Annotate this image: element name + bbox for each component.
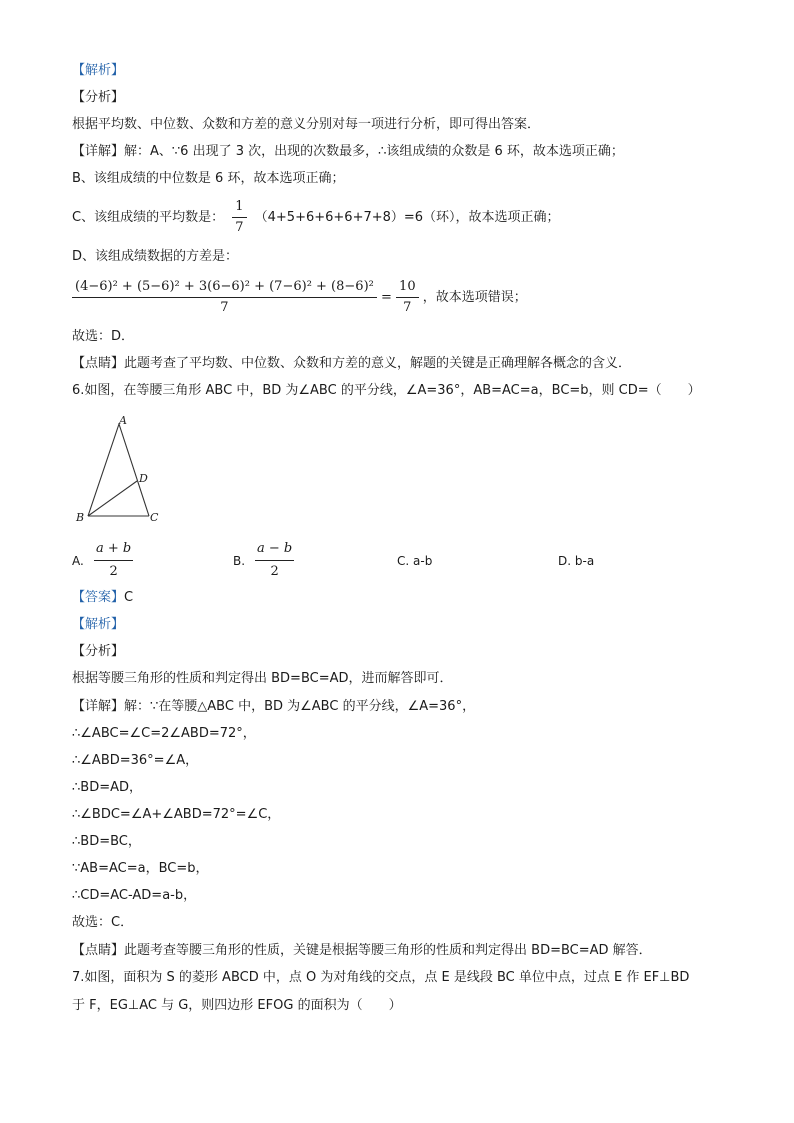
step-3: ∴BD=AD，	[72, 780, 142, 795]
xiangjie-line-2	[72, 697, 475, 717]
option-b-den: 2	[270, 564, 279, 579]
line-c-prefix: C、该组成绩的平均数是：	[72, 210, 225, 225]
answer-tag: 【答案】	[72, 590, 125, 605]
mean-fraction	[232, 198, 246, 237]
segment-bd	[88, 481, 137, 516]
option-a-label: A.	[72, 554, 84, 568]
step-4: ∴∠BDC=∠A+∠ABD=72°=∠C，	[72, 807, 281, 822]
variance-result-den: 7	[403, 300, 412, 315]
q6-question: 6.如图，在等腰三角形 ABC 中，BD 为∠ABC 的平分线，∠A=36°，AB=AC=a，BC=b，则 CD=（ ）	[72, 383, 701, 398]
triangle-figure	[72, 414, 172, 526]
variance-result	[396, 278, 419, 317]
line-c-suffix: （4+5+6+6+6+7+8）=6（环），故本选项正确；	[254, 210, 560, 225]
label-c: C	[150, 511, 159, 524]
jiexi-tag-2: 【解析】	[72, 617, 125, 632]
fenxi-text-2: 根据等腰三角形的性质和判定得出 BD=BC=AD，进而解答即可．	[72, 671, 453, 686]
step-0: 解：∵在等腰△ABC 中，BD 为∠ABC 的平分线，∠A=36°，	[124, 699, 476, 714]
xiangjie-tag-2: 【详解】	[72, 699, 125, 714]
option-d: D. b-a	[558, 554, 595, 568]
variance-suffix: ，故本选项错误；	[422, 290, 527, 305]
side-ac	[119, 424, 149, 516]
side-ab	[88, 424, 119, 516]
variance-formula	[72, 276, 527, 320]
line-b: B、该组成绩的中位数是 6 环，故本选项正确；	[72, 171, 345, 186]
choice-1: 故选：D．	[72, 329, 135, 344]
q7-line2: 于 F，EG⊥AC 与 G，则四边形 EFOG 的面积为（ ）	[72, 998, 402, 1013]
option-a-fraction	[94, 540, 133, 581]
step-6: ∵AB=AC=a，BC=b，	[72, 861, 209, 876]
label-a: A	[119, 414, 127, 427]
xiangjie-tag-1: 【详解】	[72, 144, 125, 159]
q7-line1: 7.如图，面积为 S 的菱形 ABCD 中，点 O 为对角线的交点，点 E 是线段 BC 单位中点，过点 E 作 EF⊥BD	[72, 970, 690, 985]
dianjing-tag-1: 【点睛】	[72, 356, 125, 371]
option-a-num: a + b	[94, 540, 133, 561]
variance-den: 7	[220, 300, 229, 315]
fenxi-tag-1: 【分析】	[72, 90, 125, 105]
option-b-num: a − b	[255, 540, 294, 561]
step-2: ∴∠ABD=36°=∠A，	[72, 753, 199, 768]
option-a-den: 2	[109, 564, 118, 579]
option-b-label: B.	[233, 554, 246, 568]
variance-eq: =	[381, 290, 392, 305]
xiangjie-line-a	[72, 142, 624, 162]
variance-num: (4−6)² + (5−6)² + 3(6−6)² + (7−6)² + (8−6)²	[72, 278, 377, 298]
jiexi-tag-1: 【解析】	[72, 63, 125, 78]
step-1: ∴∠ABC=∠C=2∠ABD=72°，	[72, 726, 256, 741]
option-c: C. a-b	[397, 554, 433, 568]
label-d: D	[139, 472, 148, 485]
step-8: 故选：C．	[72, 915, 134, 930]
variance-result-num: 10	[396, 278, 419, 298]
mean-frac-num: 1	[232, 198, 246, 218]
answer-value: C	[124, 590, 134, 605]
option-b-fraction	[255, 540, 294, 581]
line-c	[72, 198, 560, 236]
label-b: B	[76, 511, 85, 524]
answer-line	[72, 588, 133, 608]
xiangjie-a-text: 解：A、∵6 出现了 3 次，出现的次数最多，∴该组成绩的众数是 6 环，故本选项正确；	[124, 144, 624, 159]
dianjing-text-1: 此题考查了平均数、中位数、众数和方差的意义，解题的关键是正确理解各概念的含义．	[124, 356, 632, 371]
step-5: ∴BD=BC，	[72, 834, 141, 849]
fenxi-tag-2: 【分析】	[72, 644, 125, 659]
step-7: ∴CD=AC-AD=a-b，	[72, 888, 197, 903]
mean-frac-den: 7	[235, 220, 244, 235]
fenxi-text-1: 根据平均数、中位数、众数和方差的意义分别对每一项进行分析，即可得出答案．	[72, 117, 541, 132]
dianjing-tag-2: 【点睛】	[72, 943, 125, 958]
dianjing-line-2	[72, 941, 652, 961]
variance-fraction	[72, 278, 377, 317]
dianjing-line-1	[72, 354, 631, 374]
dianjing-text-2: 此题考查等腰三角形的性质，关键是根据等腰三角形的性质和判定得出 BD=BC=AD 解答．	[124, 943, 652, 958]
line-d: D、该组成绩数据的方差是：	[72, 249, 239, 264]
